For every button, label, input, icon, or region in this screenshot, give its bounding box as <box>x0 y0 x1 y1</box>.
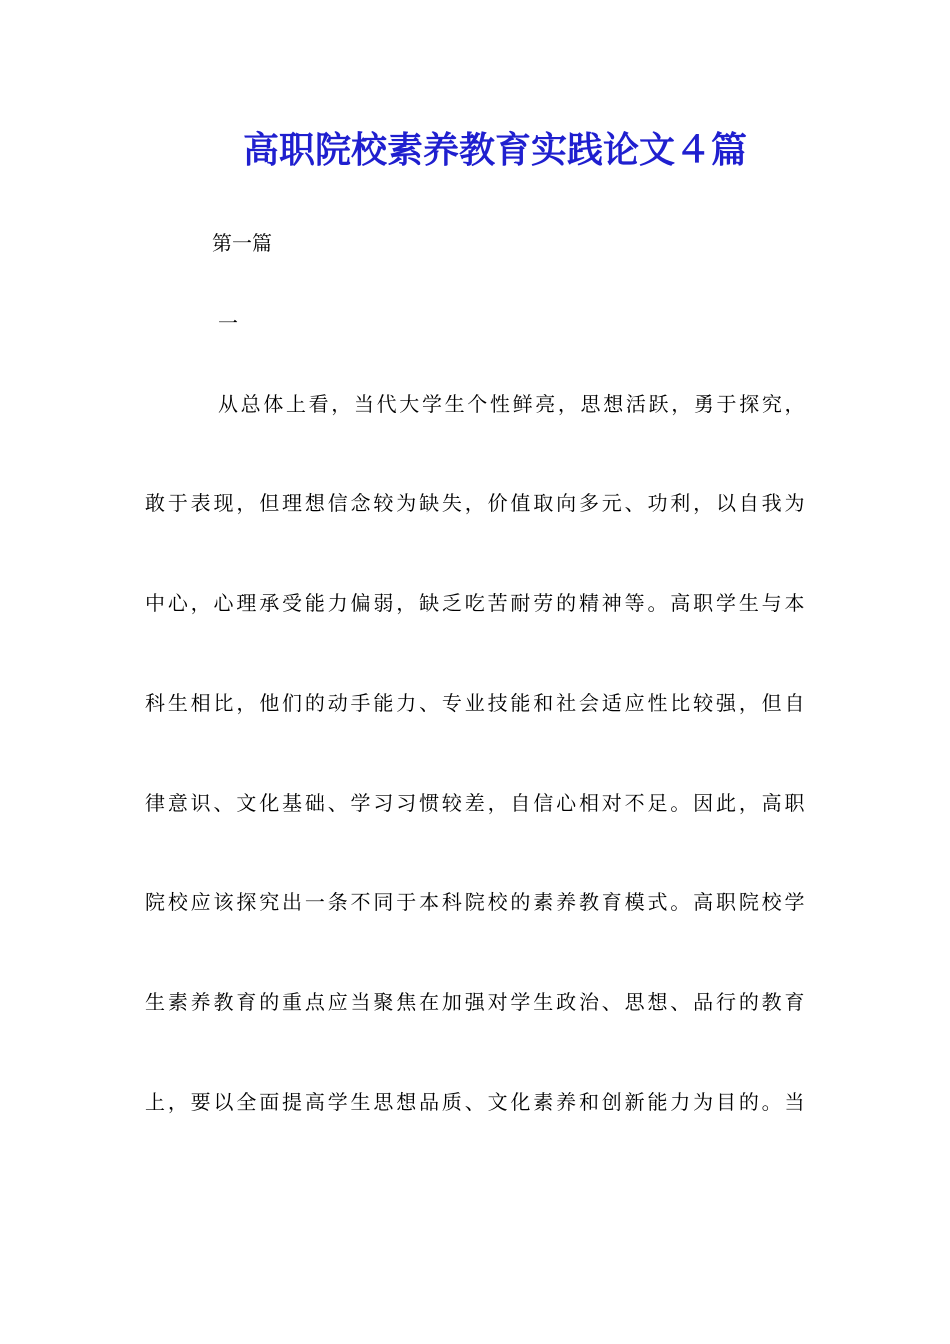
section-number: 一 <box>218 311 238 335</box>
paragraph-line: 中心，心理承受能力偏弱，缺乏吃苦耐劳的精神等。高职学生与本 <box>145 591 805 615</box>
paragraph-line: 院校应该探究出一条不同于本科院校的素养教育模式。高职院校学 <box>145 890 805 914</box>
paragraph-line: 敢于表现，但理想信念较为缺失，价值取向多元、功利，以自我为 <box>145 491 805 515</box>
section-label: 第一篇 <box>212 231 272 255</box>
paragraph-line: 上，要以全面提高学生思想品质、文化素养和创新能力为目的。当 <box>145 1090 805 1114</box>
document-title: 高职院校素养教育实践论文４篇 <box>242 129 747 171</box>
paragraph-line: 律意识、文化基础、学习习惯较差，自信心相对不足。因此，高职 <box>145 791 805 815</box>
paragraph-line: 从总体上看，当代大学生个性鲜亮，思想活跃，勇于探究， <box>218 392 805 416</box>
paragraph-line: 生素养教育的重点应当聚焦在加强对学生政治、思想、品行的教育 <box>145 990 805 1014</box>
paragraph-line: 科生相比，他们的动手能力、专业技能和社会适应性比较强，但自 <box>145 691 805 715</box>
